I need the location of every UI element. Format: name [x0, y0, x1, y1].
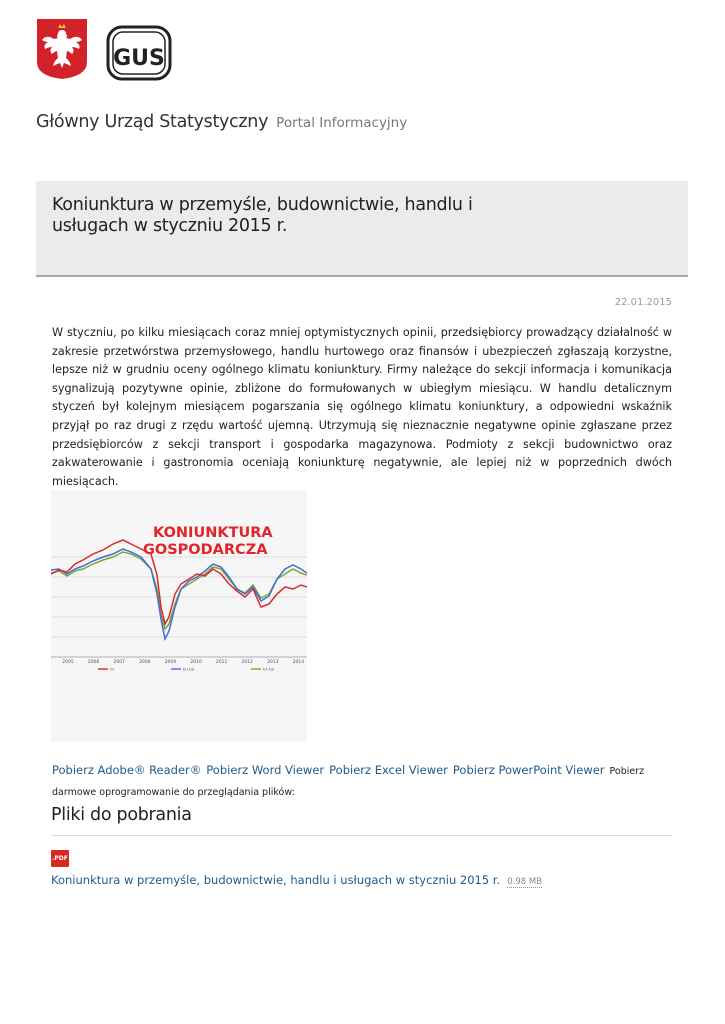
publication-date: 22.01.2015 [614, 297, 672, 308]
chart-legend-label: GI [110, 667, 114, 672]
chart-year-label: 2009 [164, 660, 177, 665]
chart-legend-label: EA ESI [263, 667, 275, 672]
chart-image-title-line1: KONIUNKTURA [153, 525, 273, 541]
chart-year-label: 2008 [139, 660, 151, 665]
excel-viewer-link[interactable]: Pobierz Excel Viewer [329, 763, 448, 777]
chart-image-title-line2: GOSPODARCZA [143, 542, 268, 558]
download-item [51, 850, 681, 888]
file-size: 0.98 MB [507, 877, 543, 887]
word-viewer-link[interactable]: Pobierz Word Viewer [206, 763, 325, 777]
pdf-icon: .PDF [51, 850, 69, 867]
downloads-heading: Pliki do pobrania [51, 805, 673, 836]
gus-logo [106, 25, 172, 81]
download-file-link[interactable]: Koniunktura w przemyśle, budownictwie, handlu i usługach w styczniu 2015 r. [51, 873, 501, 887]
chart-year-label: 2013 [267, 660, 279, 665]
chart-year-label: 2014 [292, 660, 305, 665]
chart-image-graphic [51, 490, 307, 742]
chart-year-label: 2010 [190, 660, 202, 665]
chart-year-label: 2012 [241, 660, 253, 665]
article-body: W styczniu, po kilku miesiącach coraz mniej optymistycznych opinii, przedsiębiorcy prowadzący działalność w zakresie przetwórstwa przemysłowego, handlu hurtowego oraz finansów i ubezpieczeń zgłaszają korzystne, lepsze niż w grudniu oceny ogólnego klimatu koniunktury. Firmy należące do sekcji informacja i komunikacja sygnalizują pozytywne opinie, zbliżone do formułowanych w ubiegłym miesiącu. W handlu detalicznym styczeń był kolejnym miesiącem pogarszania się ogólnego klimatu koniunktury, a odpowiedni wskaźnik przyjął po raz drugi z rzędu wartość ujemną. Utrzymują się nieznacznie negatywne opinie zgłaszane przez przedsiębiorców z sekcji transport i gospodarka magazynowa. Podmioty z sekcji budownictwo oraz zakwaterowanie i gastronomia oceniają koniunkturę negatywnie, ale lepiej niż w poprzednich dwóch miesiącach. [52, 326, 672, 488]
viewer-note: Pobierz darmowe oprogramowanie do przeglądania plików: [52, 766, 645, 798]
chart-year-label: 2006 [87, 660, 100, 665]
adobe-reader-link[interactable]: Pobierz Adobe® Reader® [52, 763, 202, 777]
page-title: Koniunktura w przemyśle, budownictwie, handlu i usługach w styczniu 2015 r. [52, 195, 473, 236]
polish-emblem-icon [36, 18, 88, 80]
site-subtitle: Portal Informacyjny [276, 115, 408, 131]
title-band [36, 181, 688, 277]
site-header [36, 112, 407, 132]
chart-image [51, 490, 307, 742]
chart-year-label: 2007 [113, 660, 125, 665]
powerpoint-viewer-link[interactable]: Pobierz PowerPoint Viewer [452, 763, 605, 777]
viewer-links [52, 760, 682, 803]
site-title[interactable]: Główny Urząd Statystyczny [36, 112, 269, 132]
chart-year-label: 2011 [215, 660, 228, 665]
chart-legend-label: EU ESI [183, 667, 195, 672]
chart-year-label: 2005 [62, 660, 74, 665]
gus-logo-text: GUS [113, 46, 165, 71]
